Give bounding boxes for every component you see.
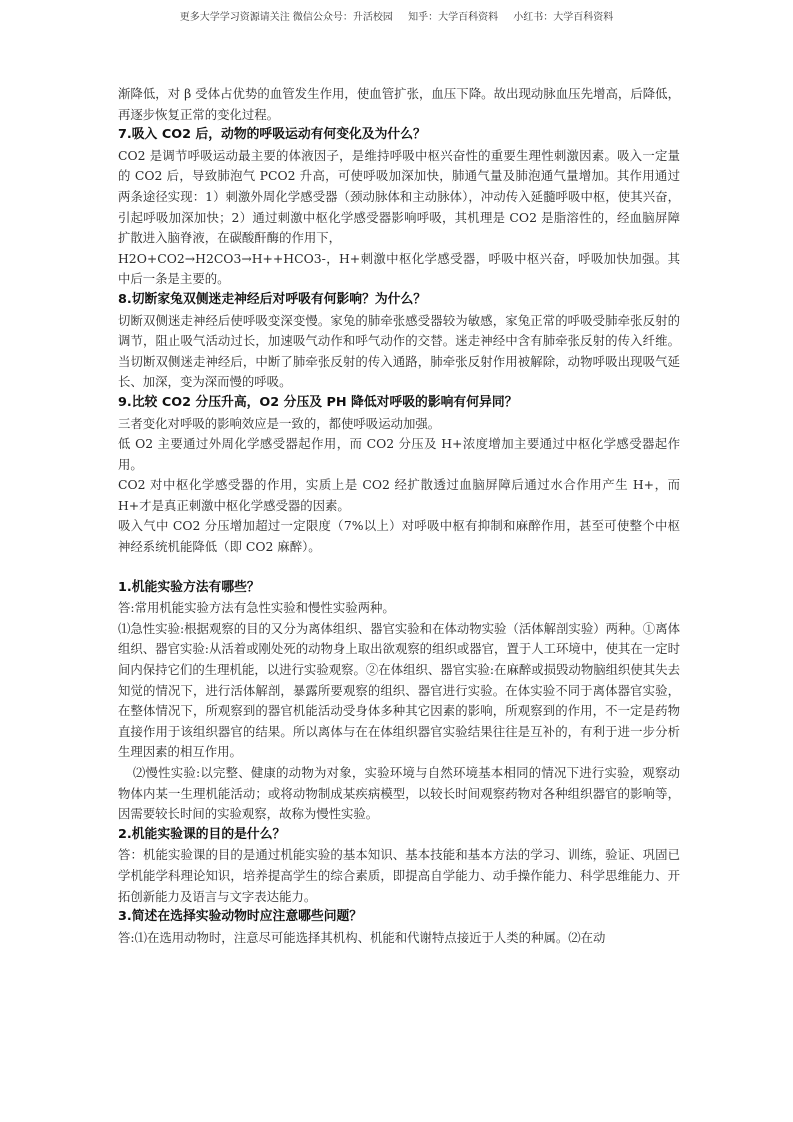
paragraph-continuation: 渐降低，对 β 受体占优势的血管发生作用，使血管扩张，血压下降。故出现动脉血压先增高，后降低，再逐步恢复正常的变化过程。 <box>118 86 680 122</box>
answer-9-paragraph-1: 三者变化对呼吸的影响效应是一致的，都使呼吸运动加强。 <box>118 415 441 431</box>
answer-7-paragraph-1: CO2 是调节呼吸运动最主要的体液因子，是维持呼吸中枢兴奋性的重要生理性刺激因素。吸入一定量的 CO2 后，导致肺泡气 PCO2 升高，可使呼吸加深加快，肺通气量及肺泡通气量增加。其作用通过两条途径实现：1）刺激外周化学感受器（颈动脉体和主动脉体），冲动传入延髓呼吸中枢，使其兴奋，引起呼吸加深加快；2）通过刺激中枢化学感受器影响呼吸，其机理是 CO2 是脂溶性的，经血脑屏障扩散进入脑脊液，在碳酸酐酶的作用下， <box>118 147 680 246</box>
question-3-heading: 3.简述在选择实验动物时应注意哪些问题？ <box>118 909 363 925</box>
answer-9-paragraph-4: 吸入气中 CO2 分压增加超过一定限度（7%以上）对呼吸中枢有抑制和麻醉作用，甚至可使整个中枢神经系统机能降低（即 CO2 麻醉）。 <box>118 518 680 555</box>
document-body <box>118 84 680 948</box>
section-gap <box>118 558 680 578</box>
answer-1-paragraph-3: ⑵慢性实验:以完整、健康的动物为对象，实验环境与自然环境基本相同的情况下进行实验，观察动物体内某一生理机能活动；或将动物制成某疾病模型，以较长时间观察药物对各种组织器官的影响等，因需要较长时间的实验观察，故称为慢性实验。 <box>118 765 680 822</box>
page-header <box>0 8 793 23</box>
answer-3-paragraph: 答:⑴在选用动物时，注意尽可能选择其机构、机能和代谢特点接近于人类的种属。⑵在动 <box>118 929 606 945</box>
answer-1-paragraph-1: 答:常用机能实验方法有急性实验和慢性实验两种。 <box>118 600 395 616</box>
question-9-heading: 9.比较 CO2 分压升高，O2 分压及 PH 降低对呼吸的影响有何异同？ <box>118 394 518 410</box>
header-zhihu-text: 知乎：大学百科资料 <box>408 12 499 23</box>
header-wechat-text: 更多大学学习资源请关注 微信公众号：升活校园 <box>179 12 393 23</box>
answer-1-paragraph-2: ⑴急性实验:根据观察的目的又分为离体组织、器官实验和在体动物实验（活体解剖实验）两种。①离体组织、器官实验:从活着或刚处死的动物身上取出欲观察的组织或器官，置于人工环境中，使其在一定时间内保持它们的生理机能，以进行实验观察。②在体组织、器官实验:在麻醉或损毁动物脑组织使其失去知觉的情况下，进行活体解剖，暴露所要观察的组织、器官进行实验。在体实验不同于离体器官实验，在整体情况下，所观察到的器官机能活动受身体多种其它因素的影响，所观察到的作用，不一定是药物直接作用于该组织器官的结果。所以离体与在在体组织器官实验结果往往是互补的，有利于进一步分析生理因素的相互作用。 <box>118 620 680 760</box>
answer-9-paragraph-3: CO2 对中枢化学感受器的作用，实质上是 CO2 经扩散透过血脑屏障后通过水合作用产生 H+，而 H+才是真正刺激中枢化学感受器的因素。 <box>118 477 680 513</box>
answer-8-paragraph: 切断双侧迷走神经后使呼吸变深变慢。家兔的肺牵张感受器较为敏感，家兔正常的呼吸受肺牵张反射的调节，阻止吸气活动过长，加速吸气动作和呼气动作的交替。迷走神经中含有肺牵张反射的传入纤维。当切断双侧迷走神经后，中断了肺牵张反射的传入通路，肺牵张反射作用被解除，动物呼吸出现吸气延长、加深，变为深而慢的呼吸。 <box>118 312 680 390</box>
question-1-heading: 1.机能实验方法有哪些？ <box>118 579 260 595</box>
question-7-heading: 7.吸入 CO2 后，动物的呼吸运动有何变化及为什么？ <box>118 127 426 143</box>
answer-7-paragraph-2: H2O+CO2→H2CO3→H++HCO3-，H+刺激中枢化学感受器，呼吸中枢兴奋，呼吸加快加强。其中后一条是主要的。 <box>118 250 680 287</box>
answer-2-paragraph: 答：机能实验课的目的是通过机能实验的基本知识、基本技能和基本方法的学习、训练，验证、巩固已学机能学科理论知识，培养提高学生的综合素质，即提高自学能力、动手操作能力、科学思维能力、开拓创新能力及语言与文字表达能力。 <box>118 847 680 904</box>
question-2-heading: 2.机能实验课的目的是什么？ <box>118 826 286 842</box>
question-8-heading: 8.切断家兔双侧迷走神经后对呼吸有何影响？为什么？ <box>118 291 427 307</box>
answer-9-paragraph-2: 低 O2 主要通过外周化学感受器起作用，而 CO2 分压及 H+浓度增加主要通过中枢化学感受器起作用。 <box>118 436 680 472</box>
header-xiaohongshu-text: 小红书：大学百科资料 <box>513 12 614 23</box>
